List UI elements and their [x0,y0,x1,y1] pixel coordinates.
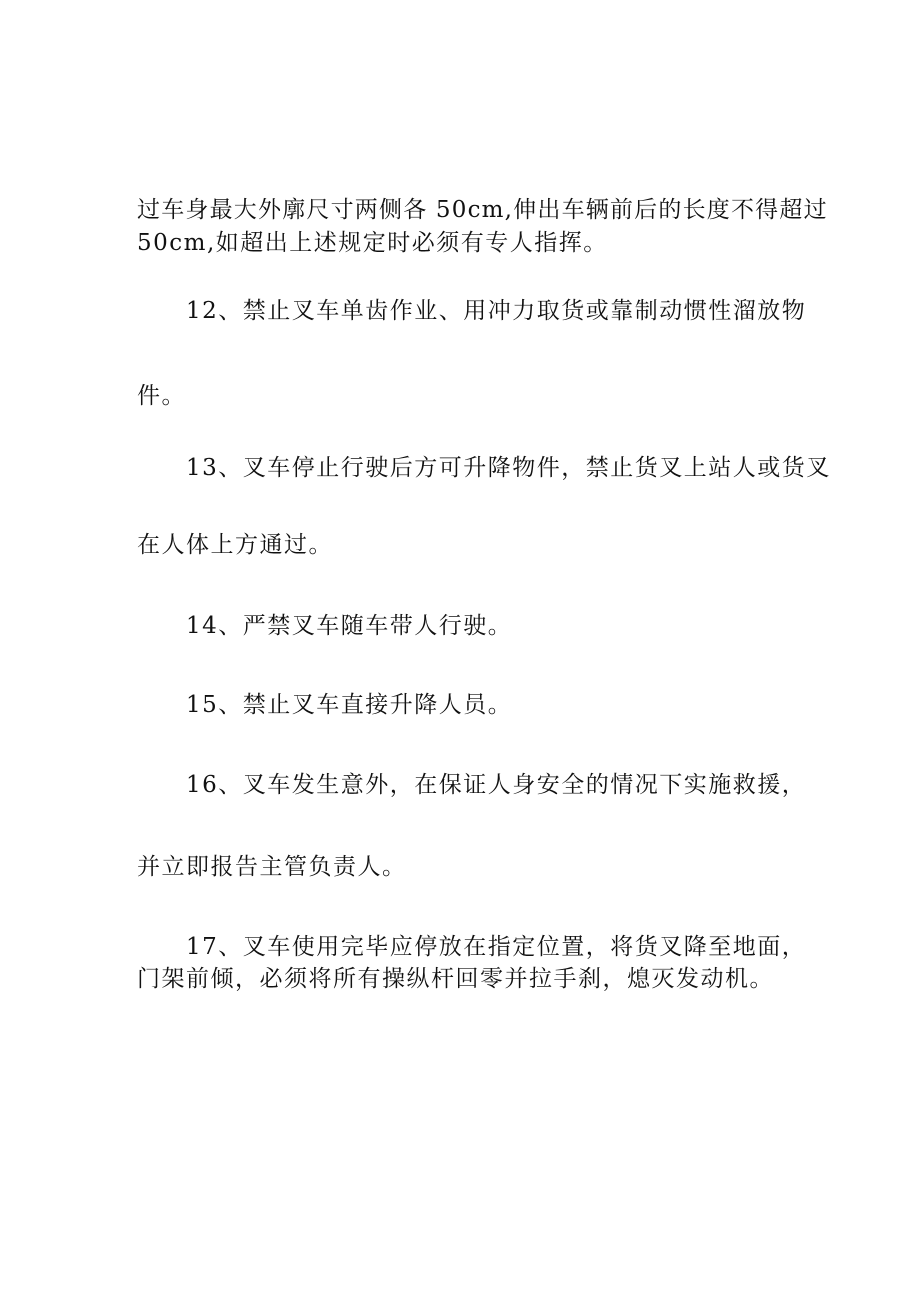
text-line-rule17-cont: 门架前倾，必须将所有操纵杆回零并拉手刹，熄灭发动机。 [137,966,774,992]
text-line-rule16-cont: 并立即报告主管负责人。 [137,854,407,880]
text-line-rule11-cont-2: 50cm,如超出上述规定时必须有专人指挥。 [137,230,608,256]
text-line-rule12: 12、禁止叉车单齿作业、用冲力取货或靠制动惯性溜放物 [186,298,807,324]
text-line-rule17: 17、叉车使用完毕应停放在指定位置，将货叉降至地面， [186,934,807,960]
text-line-rule13: 13、叉车停止行驶后方可升降物件，禁止货叉上站人或货叉 [186,455,831,481]
text-line-rule14: 14、严禁叉车随车带人行驶。 [186,613,513,639]
text-line-rule13-cont: 在人体上方通过。 [137,532,333,558]
text-line-rule15: 15、禁止叉车直接升降人员。 [186,692,513,718]
text-line-rule12-cont: 件。 [137,383,186,409]
text-line-rule11-cont-1: 过车身最大外廓尺寸两侧各 50cm,伸出车辆前后的长度不得超过 [137,197,828,223]
text-line-rule16: 16、叉车发生意外，在保证人身安全的情况下实施救援， [186,772,807,798]
